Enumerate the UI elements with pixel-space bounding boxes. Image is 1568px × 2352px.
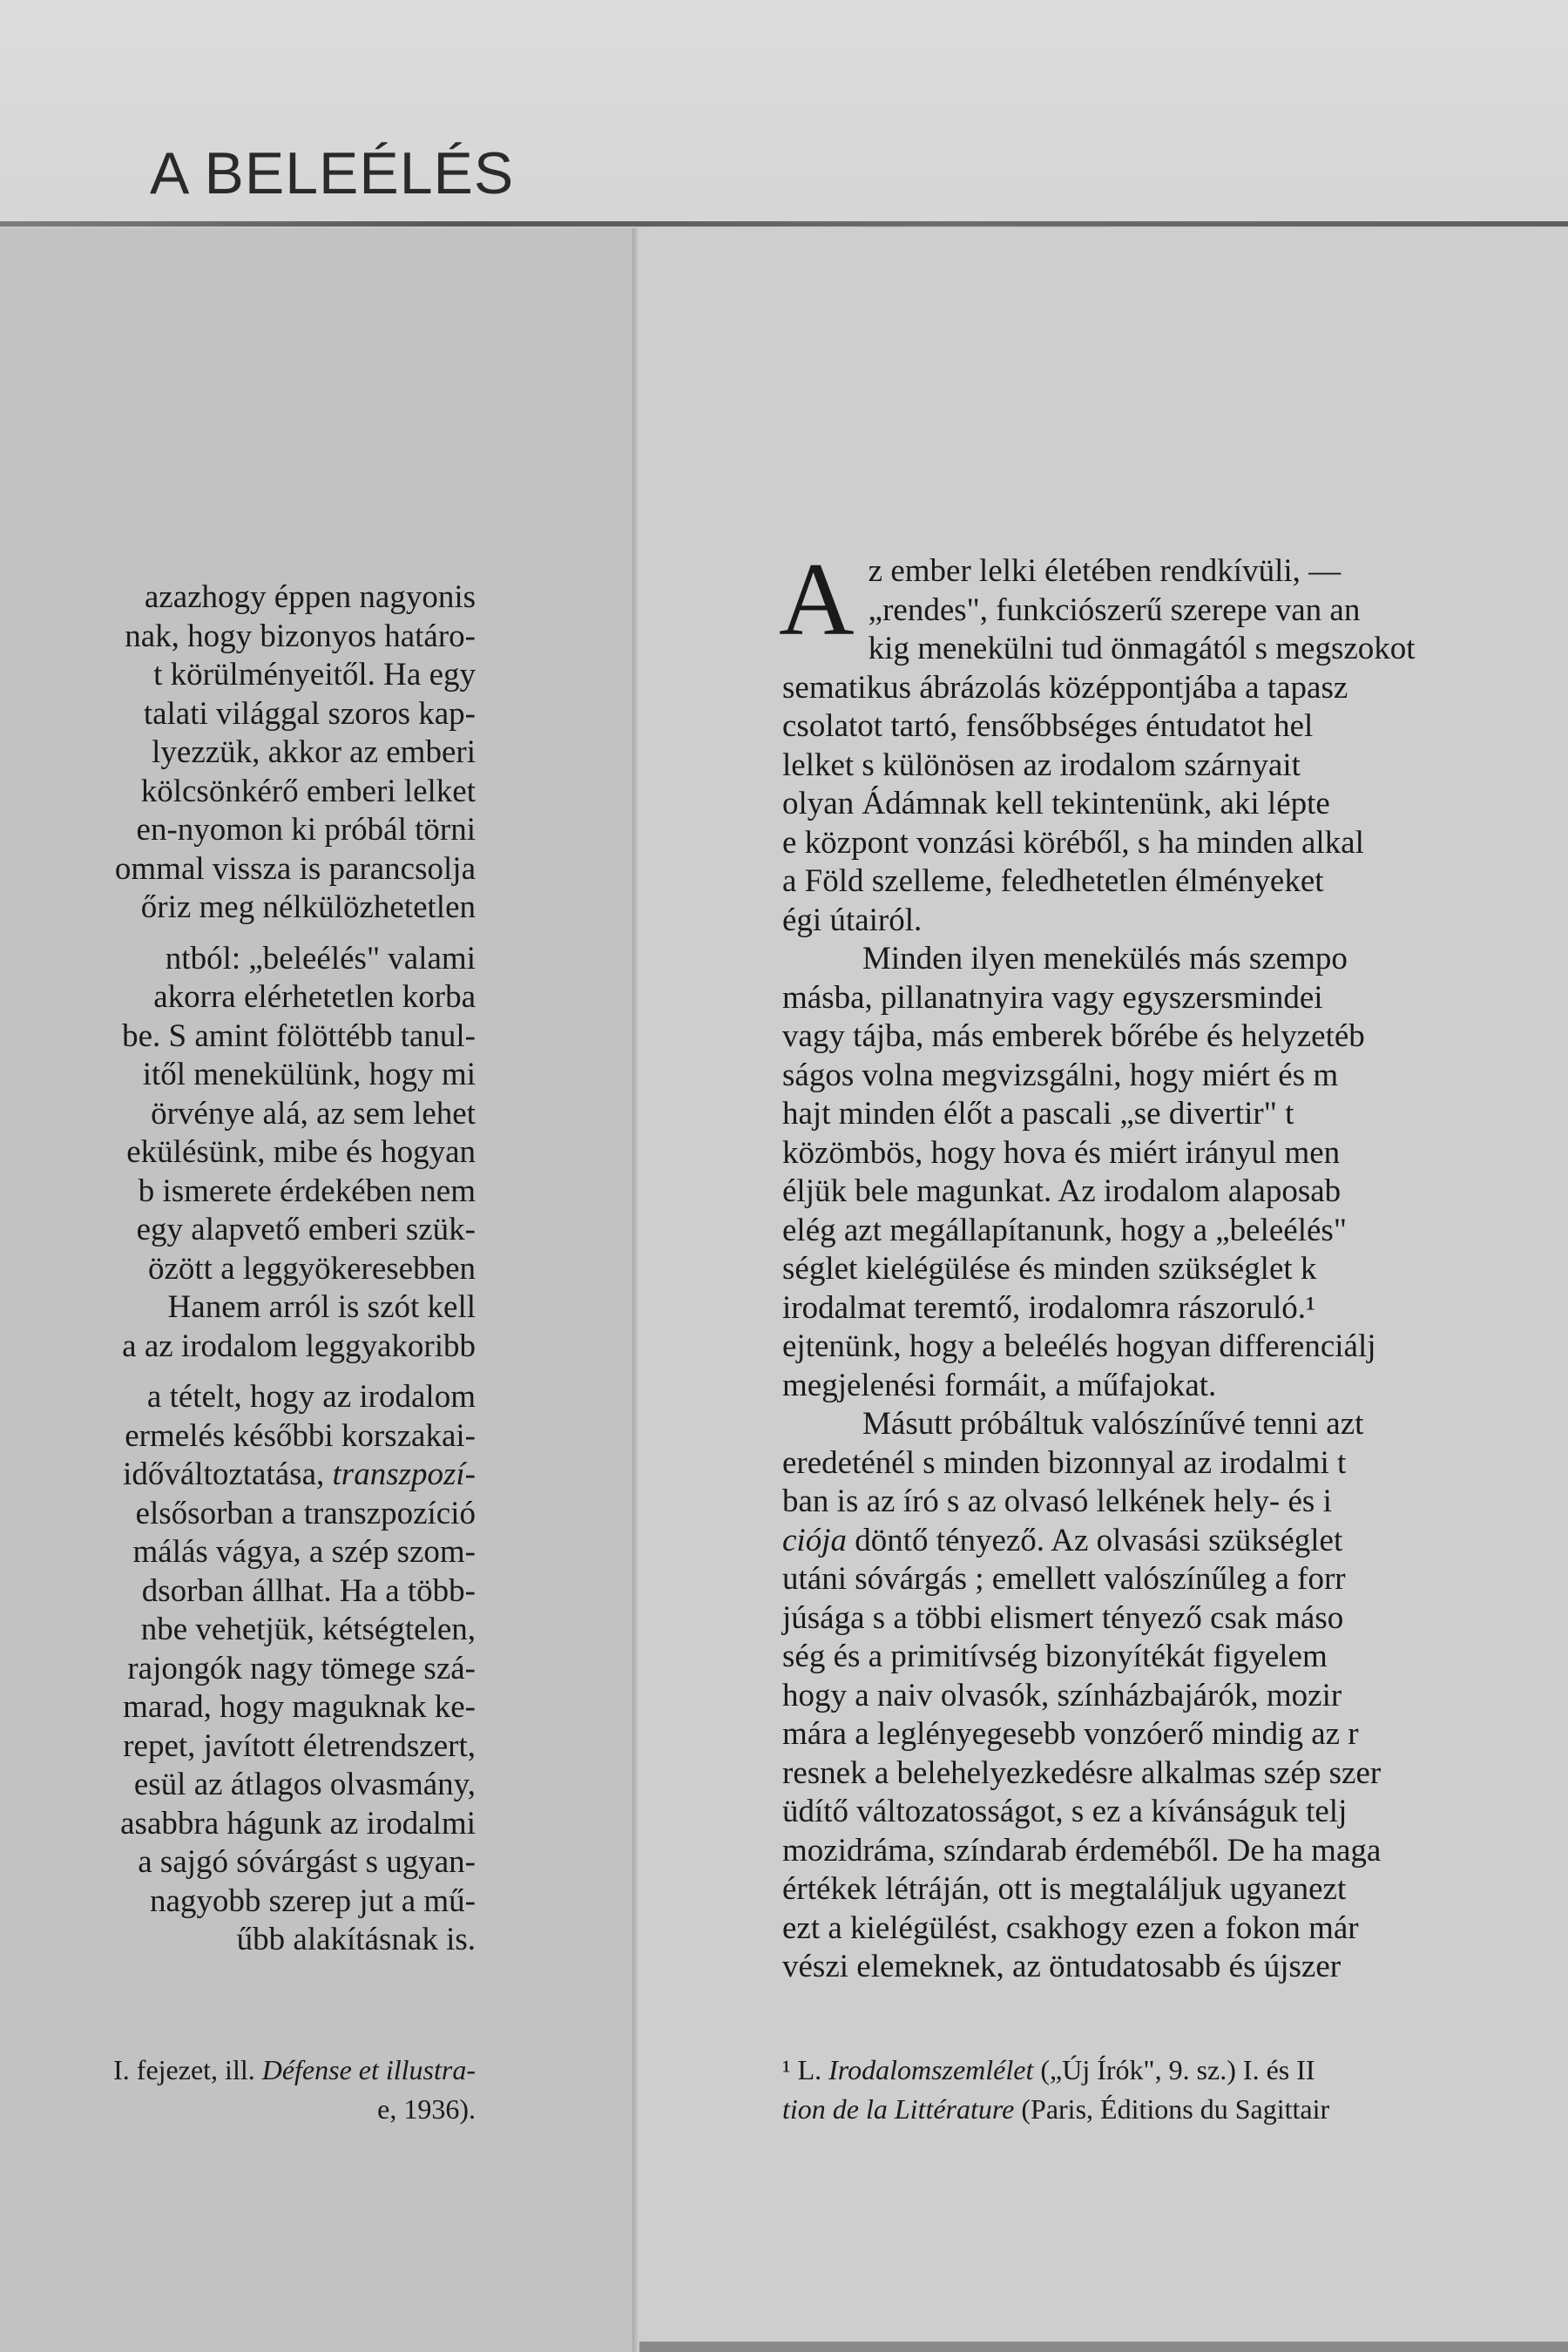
text-line: t körülményeitől. Ha egy (153, 657, 476, 693)
text-line: a Föld szelleme, feledhetetlen élményeket (782, 863, 1324, 899)
text-line: sematikus ábrázolás középpontjába a tapasz (782, 669, 1348, 706)
text-line: akorra elérhetetlen korba (153, 979, 476, 1015)
footnote-text: I. fejezet, ill. (113, 2054, 262, 2085)
text-line: a tételt, hogy az irodalom (146, 1379, 476, 1415)
right-page (639, 228, 1568, 2352)
text-line: repet, javított életrendszert, (123, 1727, 476, 1764)
running-head-title: A BELEÉLÉS (150, 140, 515, 206)
text-line: z ember lelki életében rendkívüli, — (868, 553, 1342, 589)
text-line: málás vágya, a szép szom- (132, 1534, 476, 1570)
text-line: nak, hogy bizonyos határo- (125, 618, 476, 654)
text-line: kig menekülni tud önmagától s megszokot (868, 631, 1416, 666)
paragraph-gap (0, 1366, 476, 1378)
text-line: eredeténél s minden bizonnyal az irodalmi t (782, 1444, 1347, 1481)
text-line: ommal vissza is parancsolja (114, 850, 476, 887)
footnote-title-italic: Irodalomszemlélet (828, 2054, 1034, 2085)
text-line: csolatot tartó, fensőbbséges éntudatot hel (782, 708, 1314, 744)
right-page-footnote (782, 2052, 1329, 2130)
text-line: közömbös, hogy hova és miért irányul men (782, 1134, 1341, 1171)
text-line: „rendes", funkciószerű szerepe van an (868, 591, 1361, 628)
drop-cap-letter: A (779, 541, 855, 657)
text-line: özött a leggyökeresebben (147, 1250, 476, 1287)
text-line: vagy tájba, más emberek bőrébe és helyzetéb (782, 1018, 1365, 1054)
text-line: irodalmat teremtő, irodalomra rászoruló.¹ (782, 1289, 1316, 1326)
footnote-text: e, 1936). (377, 2092, 476, 2125)
text-line: másba, pillanatnyira vagy egyszersmindei (782, 979, 1323, 1016)
text-line: nagyobb szerep jut a mű- (150, 1882, 476, 1919)
text-line: vészi elemeknek, az öntudatosabb és újszer (782, 1949, 1342, 1984)
text-line: ciója döntő tényező. Az olvasási szükséglet (782, 1522, 1343, 1558)
footnote-mark: ¹ (782, 2054, 791, 2085)
text-line: rajongók nagy tömege szá- (127, 1650, 476, 1686)
right-page-text-column (779, 541, 1568, 1987)
text-line: asabbra hágunk az irodalmi (120, 1805, 476, 1842)
text-line: dsorban állhat. Ha a több- (141, 1572, 476, 1609)
text-line: itől menekülünk, hogy mi (142, 1057, 476, 1092)
text-line: mozidráma, színdarab érdeméből. De ha maga (782, 1832, 1382, 1869)
text-line: őriz meg nélkülözhetetlen (140, 889, 476, 925)
footnote-text: (Paris, Éditions du Sagittair (1014, 2092, 1330, 2125)
text-line: b ismerete érdekében nem (138, 1173, 476, 1209)
text-line: talati világgal szoros kap- (143, 695, 476, 732)
text-line: mára a leglényegesebb vonzóerő mindig az r (782, 1716, 1359, 1752)
text-line: Hanem arról is szót kell (167, 1289, 476, 1325)
right-page-lines (782, 630, 1568, 1987)
left-page-text-column (0, 578, 476, 1960)
text-line: égi útairól. (782, 902, 923, 938)
text-line: hajt minden élőt a pascali „se divertir" t (782, 1096, 1294, 1132)
text-line: ban is az író s az olvasó lelkének hely- és i (782, 1484, 1332, 1519)
text-line: üdítő változatosságot, s ez a kívánságuk telj (782, 1794, 1348, 1829)
text-line: ség és a primitívség bizonyítékát figyelem (782, 1639, 1328, 1674)
text-line: kölcsönkérő emberi lelket (140, 773, 476, 809)
text-line: Másutt próbáltuk valószínűvé tenni azt (862, 1406, 1364, 1442)
text-line: örvénye alá, az sem lehet (151, 1095, 476, 1132)
text-line: éljük bele magunkat. Az irodalom alaposab (782, 1173, 1342, 1209)
text-line: e központ vonzási köréből, s ha minden alkal (782, 824, 1364, 861)
text-line: elég azt megállapítanunk, hogy a „beleélés" (782, 1212, 1347, 1248)
footnote-text: („Új Írók", 9. sz.) I. és II (1033, 2054, 1315, 2085)
text-line: egy alapvető emberi szük- (136, 1212, 476, 1247)
footnote-title-italic: tion de la Littérature (782, 2092, 1015, 2125)
text-line: a sajgó sóvárgást s ugyan- (138, 1844, 476, 1880)
header-rule (0, 221, 1568, 226)
text-line: lelket s különösen az irodalom szárnyait (782, 747, 1301, 783)
text-line: ekülésünk, mibe és hogyan (126, 1134, 476, 1170)
left-page-footnote (113, 2052, 476, 2130)
text-line: űbb alakításnak is. (236, 1922, 476, 1957)
text-line: időváltoztatása, transzpozí- (123, 1456, 476, 1492)
text-line: be. S amint fölöttébb tanul- (122, 1017, 476, 1054)
text-line: resnek a belehelyezkedésre alkalmas szép szer (782, 1754, 1382, 1791)
text-line: ermelés későbbi korszakai- (125, 1417, 476, 1454)
text-line: utáni sóvárgás ; emellett valószínűleg a forr (782, 1561, 1346, 1597)
text-line: elsősorban a transzpozíció (135, 1495, 476, 1531)
book-gutter (632, 228, 639, 2352)
page-bottom-edge (639, 2342, 1568, 2352)
text-line: a az irodalom leggyakoribb (122, 1328, 476, 1364)
text-line: értékek létráján, ott is megtaláljuk ugyanezt (782, 1871, 1347, 1907)
text-line: júsága s a többi elismert tényező csak máso (782, 1599, 1344, 1636)
text-line: en-nyomon ki próbál törni (136, 812, 476, 848)
text-line: nbe vehetjük, kétségtelen, (140, 1612, 476, 1647)
text-line: ezt a kielégülést, csakhogy ezen a fokon már (782, 1909, 1359, 1946)
text-line: lyezzük, akkor az emberi (152, 734, 476, 770)
text-line: ságos volna megvizsgálni, hogy miért és m (782, 1057, 1339, 1093)
text-line: séglet kielégülése és minden szükséglet k (782, 1251, 1317, 1287)
footnote-text: L. (790, 2054, 829, 2085)
text-line: marad, hogy maguknak ke- (123, 1689, 476, 1725)
text-line: megjelenési formáit, a műfajokat. (782, 1367, 1217, 1403)
footnote-title-italic: Défense et illustra- (261, 2054, 476, 2085)
text-line: ejtenünk, hogy a beleélés hogyan differenciálj (782, 1328, 1376, 1364)
left-page (0, 228, 632, 2352)
text-line: esül az átlagos olvasmány, (133, 1767, 476, 1802)
text-line: ntból: „beleélés" valami (165, 940, 476, 977)
text-line: olyan Ádámnak kell tekintenünk, aki lépte (782, 786, 1330, 821)
text-line: azazhogy éppen nagyonis (144, 579, 476, 615)
paragraph-gap (0, 928, 476, 940)
text-line: hogy a naiv olvasók, színházbajárók, mozir (782, 1677, 1342, 1713)
text-line: Minden ilyen menekülés más szempo (862, 941, 1348, 977)
